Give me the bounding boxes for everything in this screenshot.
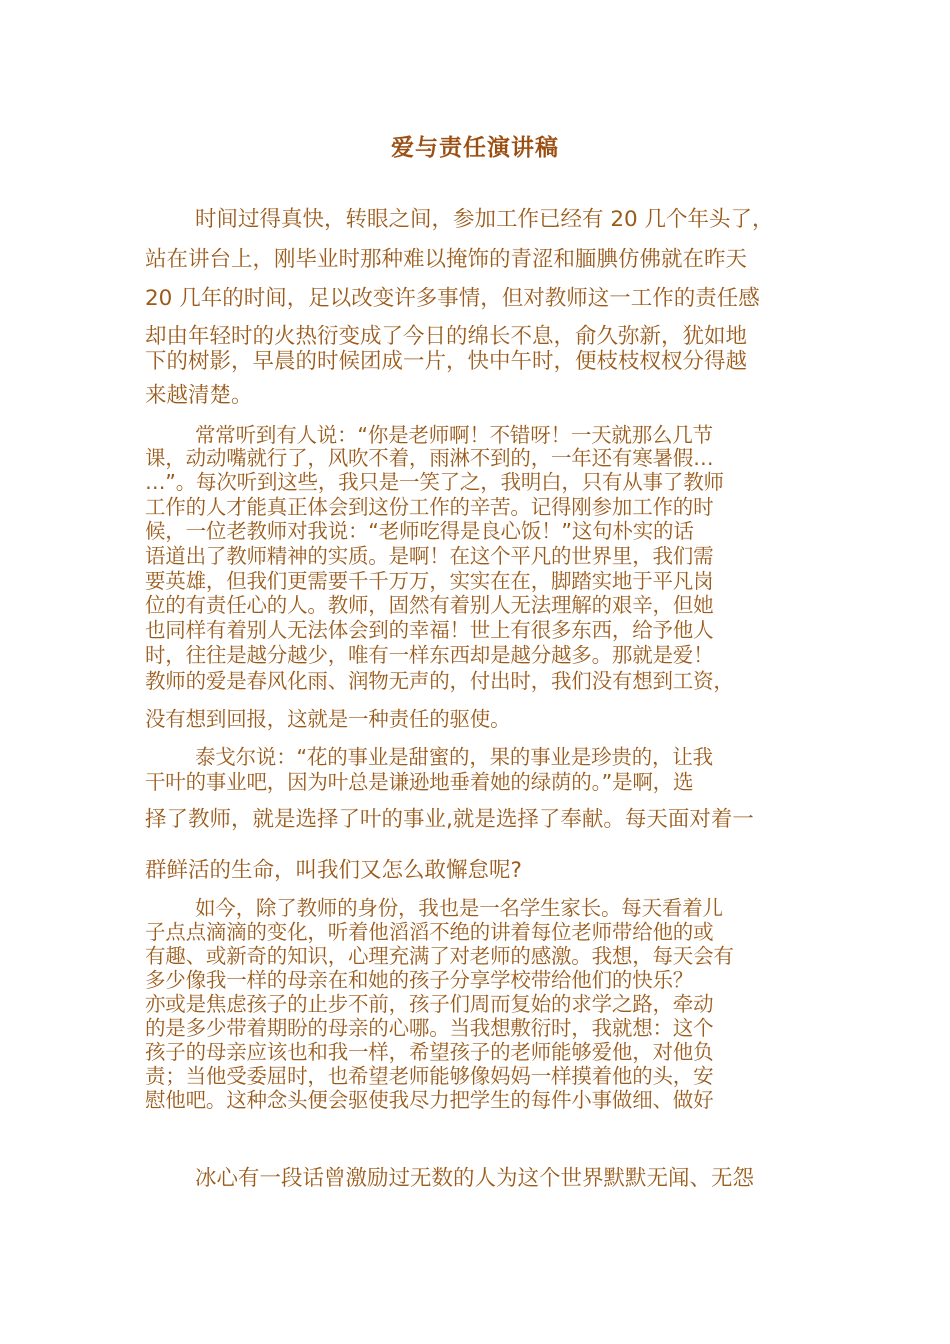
text-line: 的是多少带着期盼的母亲的心哪。当我想敷衍时，我就想：这个 <box>145 1016 714 1040</box>
text-line: 泰戈尔说：“花的事业是甜蜜的，果的事业是珍贵的，让我 <box>195 745 713 769</box>
text-line: 干叶的事业吧，因为叶总是谦逊地垂着她的绿荫的。”是啊，选 <box>145 770 694 794</box>
text-line: 20 几年的时间，足以改变许多事情，但对教师这一工作的责任感 <box>145 286 760 311</box>
text-line: 责；当他受委屈时，也希望老师能够像妈妈一样摸着他的头，安 <box>145 1064 714 1088</box>
text-line: 时间过得真快，转眼之间，参加工作已经有 20 几个年头了， <box>195 207 774 232</box>
text-line: 子点点滴滴的变化，听着他滔滔不绝的讲着每位老师带给他的或 <box>145 920 714 944</box>
text-line: 慰他吧。这种念头便会驱使我尽力把学生的每件小事做细、做好 <box>145 1088 714 1112</box>
text-line: 多少像我一样的母亲在和她的孩子分享学校带给他们的快乐？ <box>145 968 694 992</box>
text-line: 工作的人才能真正体会到这份工作的辛苦。记得刚参加工作的时 <box>145 495 714 519</box>
document-title: 爱与责任演讲稿 <box>391 135 559 161</box>
text-line: 择了教师，就是选择了叶的事业,就是选择了奉献。每天面对着一 <box>145 807 754 832</box>
text-line: 如今，除了教师的身份，我也是一名学生家长。每天看着儿 <box>195 896 723 920</box>
text-line: 课，动动嘴就行了，风吹不着，雨淋不到的，一年还有寒暑假… <box>145 446 714 470</box>
text-line: 来越清楚。 <box>145 383 253 408</box>
text-line: 位的有责任心的人。教师，固然有着别人无法理解的艰辛，但她 <box>145 593 714 617</box>
text-line: 候，一位老教师对我说：“老师吃得是良心饭！”这句朴实的话 <box>145 519 694 543</box>
text-line: 亦或是焦虑孩子的止步不前，孩子们周而复始的求学之路，牵动 <box>145 992 714 1016</box>
text-line: 群鲜活的生命，叫我们又怎么敢懈怠呢? <box>145 858 522 883</box>
text-line: 站在讲台上，刚毕业时那种难以掩饰的青涩和腼腆仿佛就在昨天 <box>145 247 748 272</box>
text-line: 教师的爱是春风化雨、润物无声的，付出时，我们没有想到工资， <box>145 669 734 693</box>
text-line: 孩子的母亲应该也和我一样，希望孩子的老师能够爱他，对他负 <box>145 1040 714 1064</box>
text-line: 有趣、或新奇的知识，心理充满了对老师的感激。我想，每天会有 <box>145 944 734 968</box>
text-line: 冰心有一段话曾激励过无数的人为这个世界默默无闻、无怨 <box>195 1166 755 1191</box>
text-line: 也同样有着别人无法体会到的幸福！世上有很多东西，给予他人 <box>145 618 714 642</box>
text-line: 常常听到有人说：“你是老师啊！不错呀！一天就那么几节 <box>195 423 713 447</box>
text-line: 时，往往是越分越少，唯有一样东西却是越分越多。那就是爱！ <box>145 643 714 667</box>
text-line: 语道出了教师精神的实质。是啊！在这个平凡的世界里，我们需 <box>145 544 714 568</box>
text-line: …”。每次听到这些，我只是一笑了之，我明白，只有从事了教师 <box>145 470 724 494</box>
text-line: 却由年轻时的火热衍变成了今日的绵长不息，俞久弥新，犹如地 <box>145 324 748 349</box>
text-line: 要英雄，但我们更需要千千万万，实实在在，脚踏实地于平凡岗 <box>145 569 714 593</box>
text-line: 下的树影，早晨的时候团成一片，快中午时，便枝枝杈杈分得越 <box>145 349 748 374</box>
text-line: 没有想到回报，这就是一种责任的驱使。 <box>145 707 511 731</box>
